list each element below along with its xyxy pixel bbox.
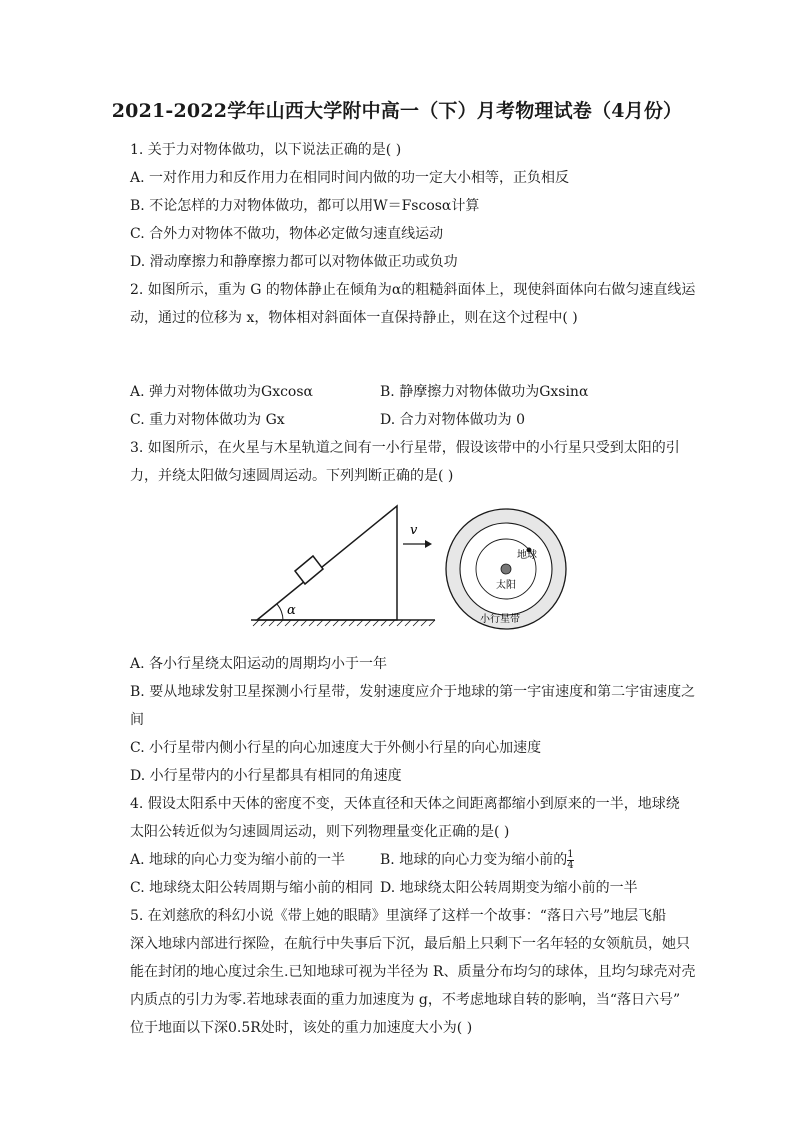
q2-option-a: A. 弹力对物体做功为Gxcosα [130, 384, 313, 400]
physics-figure [245, 496, 575, 642]
q5-line4: 内质点的引力为零.若地球表面的重力加速度为 g，不考虑地球自转的影响，当“落日六号” [130, 992, 681, 1008]
exam-title: 2021-2022学年山西大学附中高一（下）月考物理试卷（4月份） [111, 100, 683, 122]
block [295, 556, 323, 584]
fraction-denominator: 4 [567, 859, 574, 871]
asteroid-belt-diagram [446, 509, 566, 629]
exam-content [130, 136, 695, 1042]
q1-stem: 1. 关于力对物体做功，以下说法正确的是( ) [130, 142, 402, 158]
q3-option-d: D. 小行星带内的小行星都具有相同的角速度 [130, 768, 402, 784]
q4-options-row2 [130, 874, 695, 902]
q5-line3: 能在封闭的地心度过余生.已知地球可视为半径为 R、质量分布均匀的球体，且均匀球壳对壳 [130, 964, 696, 980]
sun-label: 太阳 [496, 580, 516, 591]
q4-option-a: A. 地球的向心力变为缩小前的一半 [130, 852, 346, 868]
q4-option-b-fraction [567, 850, 573, 871]
q4-option-d: D. 地球绕太阳公转周期变为缩小前的一半 [380, 880, 638, 896]
q2-option-c: C. 重力对物体做功为 Gx [130, 412, 285, 428]
q-figure [130, 496, 695, 642]
q1-option-a: A. 一对作用力和反作用力在相同时间内做的功一定大小相等，正负相反 [130, 170, 570, 186]
q3-option-c: C. 小行星带内侧小行星的向心加速度大于外侧小行星的向心加速度 [130, 740, 542, 756]
q2-option-b: B. 静摩擦力对物体做功为Gxsinα [380, 384, 589, 400]
q3-option-b-cont: 间 [130, 712, 144, 728]
q4-options-row1 [130, 846, 695, 874]
q2-option-d: D. 合力对物体做功为 0 [380, 412, 525, 428]
q4-option-b-wrap [380, 846, 574, 874]
incline-diagram [251, 506, 435, 626]
angle-label: α [287, 603, 296, 618]
q2-stem-line1: 2. 如图所示，重为 G 的物体静止在倾角为α的粗糙斜面体上，现使斜面体向右做匀速直线运 [130, 282, 696, 298]
q2-options-row2 [130, 406, 695, 434]
angle-arc [277, 604, 283, 620]
q1-option-b: B. 不论怎样的力对物体做功，都可以用W＝Fscosα计算 [130, 198, 480, 214]
q3-option-a: A. 各小行星绕太阳运动的周期均小于一年 [130, 656, 388, 672]
q4-stem-line1: 4. 假设太阳系中天体的密度不变，天体直径和天体之间距离都缩小到原来的一半，地球绕 [130, 796, 680, 812]
earth-label: 地球 [517, 550, 537, 561]
q5-line5: 位于地面以下深0.5R处时，该处的重力加速度大小为( ) [130, 1020, 473, 1036]
q1-option-c: C. 合外力对物体不做功，物体必定做匀速直线运动 [130, 226, 444, 242]
q4-option-c: C. 地球绕太阳公转周期与缩小前的相同 [130, 880, 374, 896]
velocity-arrowhead [425, 540, 432, 548]
incline-wedge [257, 506, 397, 620]
fraction-numerator: 1 [567, 848, 574, 860]
q2-stem-line2: 动，通过的位移为 x，物体相对斜面体一直保持静止，则在这个过程中( ) [130, 310, 578, 326]
q4-stem-line2: 太阳公转近似为匀速圆周运动，则下列物理量变化正确的是( ) [130, 824, 510, 840]
q2-options-row1 [130, 378, 695, 406]
ground-hatch [253, 620, 435, 626]
q5-line2: 深入地球内部进行探险，在航行中失事后下沉，最后船上只剩下一名年轻的女领航员，她只 [130, 936, 690, 952]
q2-figure-space [130, 332, 695, 378]
q4-option-b: B. 地球的向心力变为缩小前的 [380, 852, 568, 868]
belt-label: 小行星带 [480, 614, 520, 625]
velocity-label: v [410, 523, 418, 538]
q5-line1: 5. 在刘慈欣的科幻小说《带上她的眼睛》里演绎了这样一个故事：“落日六号”地层飞船 [130, 908, 667, 924]
q3-stem-line1: 3. 如图所示，在火星与木星轨道之间有一小行星带，假设该带中的小行星只受到太阳的引 [130, 440, 680, 456]
sun [501, 564, 511, 574]
q3-option-b: B. 要从地球发射卫星探测小行星带，发射速度应介于地球的第一宇宙速度和第二宇宙速度之 [130, 684, 696, 700]
q1-option-d: D. 滑动摩擦力和静摩擦力都可以对物体做正功或负功 [130, 254, 458, 270]
q3-stem-line2: 力，并绕太阳做匀速圆周运动。下列判断正确的是( ) [130, 468, 454, 484]
